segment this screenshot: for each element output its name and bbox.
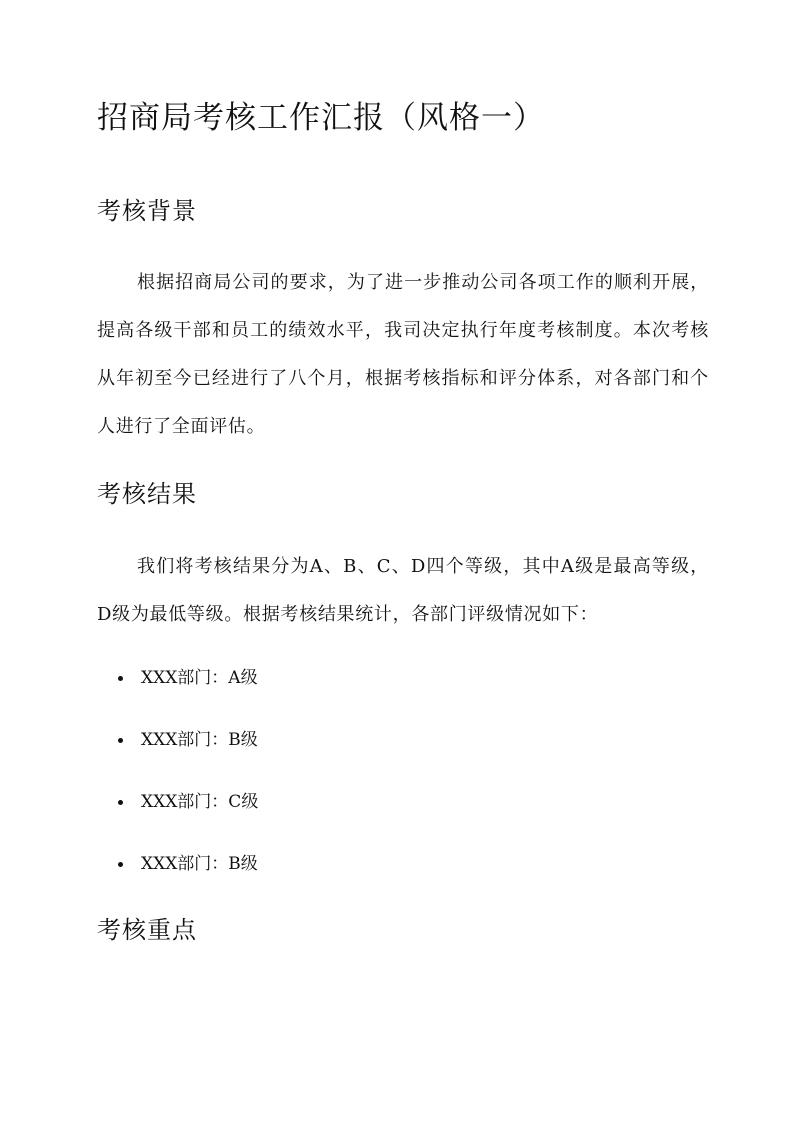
document-title: 招商局考核工作汇报（风格一） xyxy=(97,100,545,136)
department-rating-list xyxy=(97,660,258,908)
section-heading-background: 考核背景 xyxy=(97,197,197,225)
bullet-icon xyxy=(118,738,123,743)
section-heading-results: 考核结果 xyxy=(97,480,197,508)
list-item-text: XXX部门：B级 xyxy=(141,730,258,750)
list-item xyxy=(97,784,258,846)
list-item xyxy=(97,722,258,784)
section-paragraph-results: 我们将考核结果分为A、B、C、D四个等级，其中A级是最高等级，D级为最低等级。根据考核结果统计，各部门评级情况如下： xyxy=(97,556,709,625)
section-paragraph-background: 根据招商局公司的要求，为了进一步推动公司各项工作的顺利开展，提高各级干部和员工的绩效水平，我司决定执行年度考核制度。本次考核从年初至今已经进行了八个月，根据考核指标和评分体系，对各部门和个人进行了全面评估。 xyxy=(97,272,709,437)
list-item-text: XXX部门：C级 xyxy=(141,792,259,812)
list-item-text: XXX部门：A级 xyxy=(141,668,258,688)
bullet-icon xyxy=(118,862,123,867)
list-item xyxy=(97,660,258,722)
list-item-text: XXX部门：B级 xyxy=(141,854,258,874)
section-heading-focus: 考核重点 xyxy=(97,916,197,944)
bullet-icon xyxy=(118,676,123,681)
list-item xyxy=(97,846,258,908)
bullet-icon xyxy=(118,800,123,805)
